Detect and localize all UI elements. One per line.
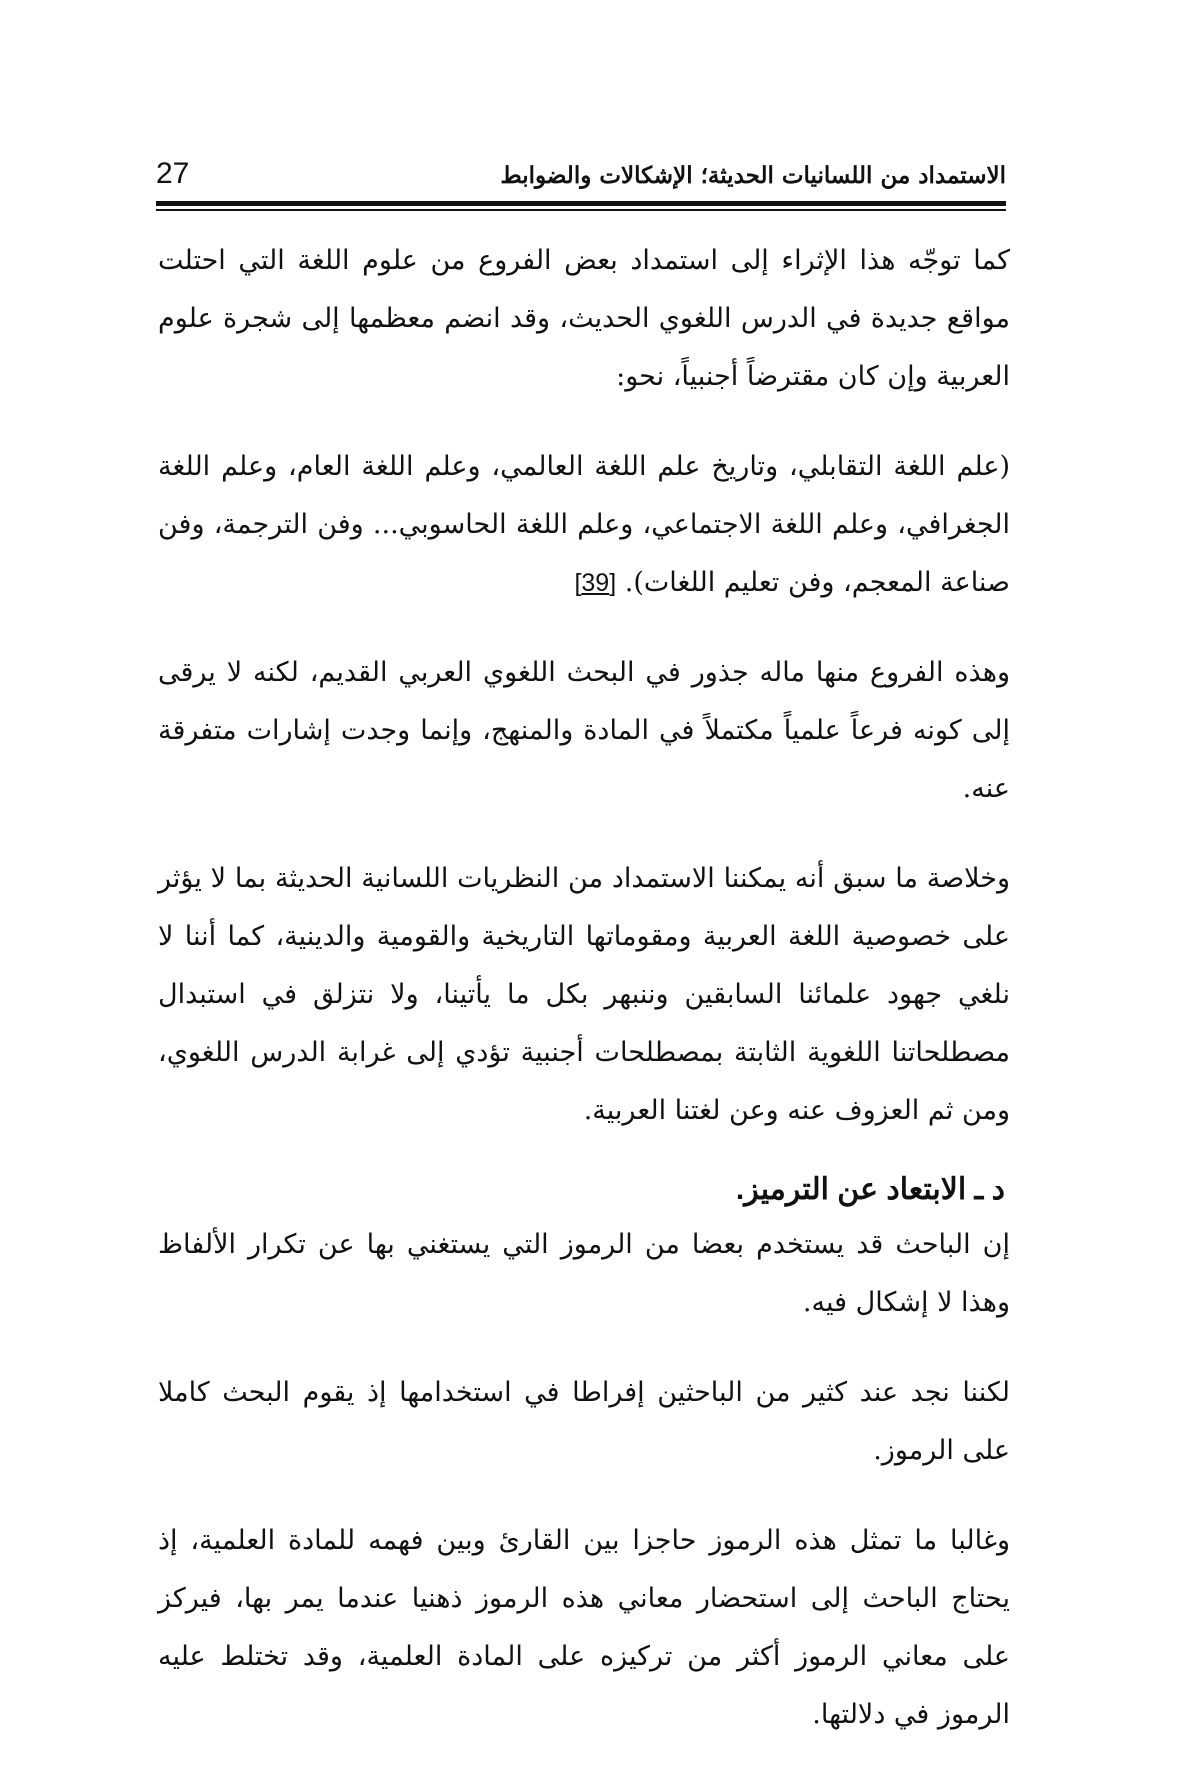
paragraph-roots: وهذه الفروع منها ماله جذور في البحث اللغوي العربي القديم، لكنه لا يرقى إلى كونه فرعاً علمياً مكتملاً في المادة والمنهج، وإنما وجدت إشارات متفرقة عنه. [158, 657, 1010, 804]
page-header [156, 148, 1006, 202]
paragraph-summary: وخلاصة ما سبق أنه يمكننا الاستمداد من النظريات اللسانية الحديثة بما لا يؤثر على خصوصية اللغة العربية ومقوماتها التاريخية والقومية والدينية، كما أننا لا نلغي جهود علمائنا السابقين وننبهر بكل ما يأتينا، ولا نتزلق في استبدال مصطلحاتنا اللغوية الثابتة بمصطلحات أجنبية تؤدي إلى غرابة الدرس اللغوي، ومن ثم العزوف عنه وعن لغتنا العربية. [158, 863, 1010, 1126]
header-rule-thick [156, 201, 1006, 206]
footnote-reference-link[interactable]: [39] [574, 569, 617, 597]
paragraph-symbols-2: لكننا نجد عند كثير من الباحثين إفراطا في استخدامها إذ يقوم البحث كاملا على الرموز. [158, 1377, 1010, 1466]
quoted-list-text: (علم اللغة التقابلي، وتاريخ علم اللغة العالمي، وعلم اللغة العام، وعلم اللغة الجغرافي، وعلم اللغة الاجتماعي، وعلم اللغة الحاسوبي... وفن الترجمة، وفن صناعة المعجم، وفن تعليم اللغات). [158, 451, 1010, 598]
paragraph-intro: كما توجّه هذا الإثراء إلى استمداد بعض الفروع من علوم اللغة التي احتلت مواقع جديدة في الدرس اللغوي الحديث، وقد انضم معظمها إلى شجرة علوم العربية وإن كان مقترضاً أجنبياً، نحو: [158, 245, 1010, 392]
paragraph-symbols-1: إن الباحث قد يستخدم بعضا من الرموز التي يستغني بها عن تكرار الألفاظ وهذا لا إشكال فيه. [158, 1229, 1010, 1318]
paragraph-symbols-3: وغالبا ما تمثل هذه الرموز حاجزا بين القارئ وبين فهمه للمادة العلمية، إذ يحتاج الباحث إلى استحضار معاني هذه الرموز ذهنيا عندما يمر بها، فيركز على معاني الرموز أكثر من تركيزه على المادة العلمية، وقد تختلط عليه الرموز في دلالتها. [158, 1525, 1010, 1730]
section-heading: د ـ الابتعاد عن الترميز. [735, 1173, 1005, 1206]
header-rule-thin [156, 209, 1006, 211]
body-text [158, 232, 1010, 1776]
running-title: الاستمداد من اللسانيات الحديثة؛ الإشكالات والضوابط [500, 162, 1006, 189]
page-number: 27 [156, 157, 190, 190]
quoted-list-paragraph [158, 438, 1010, 612]
